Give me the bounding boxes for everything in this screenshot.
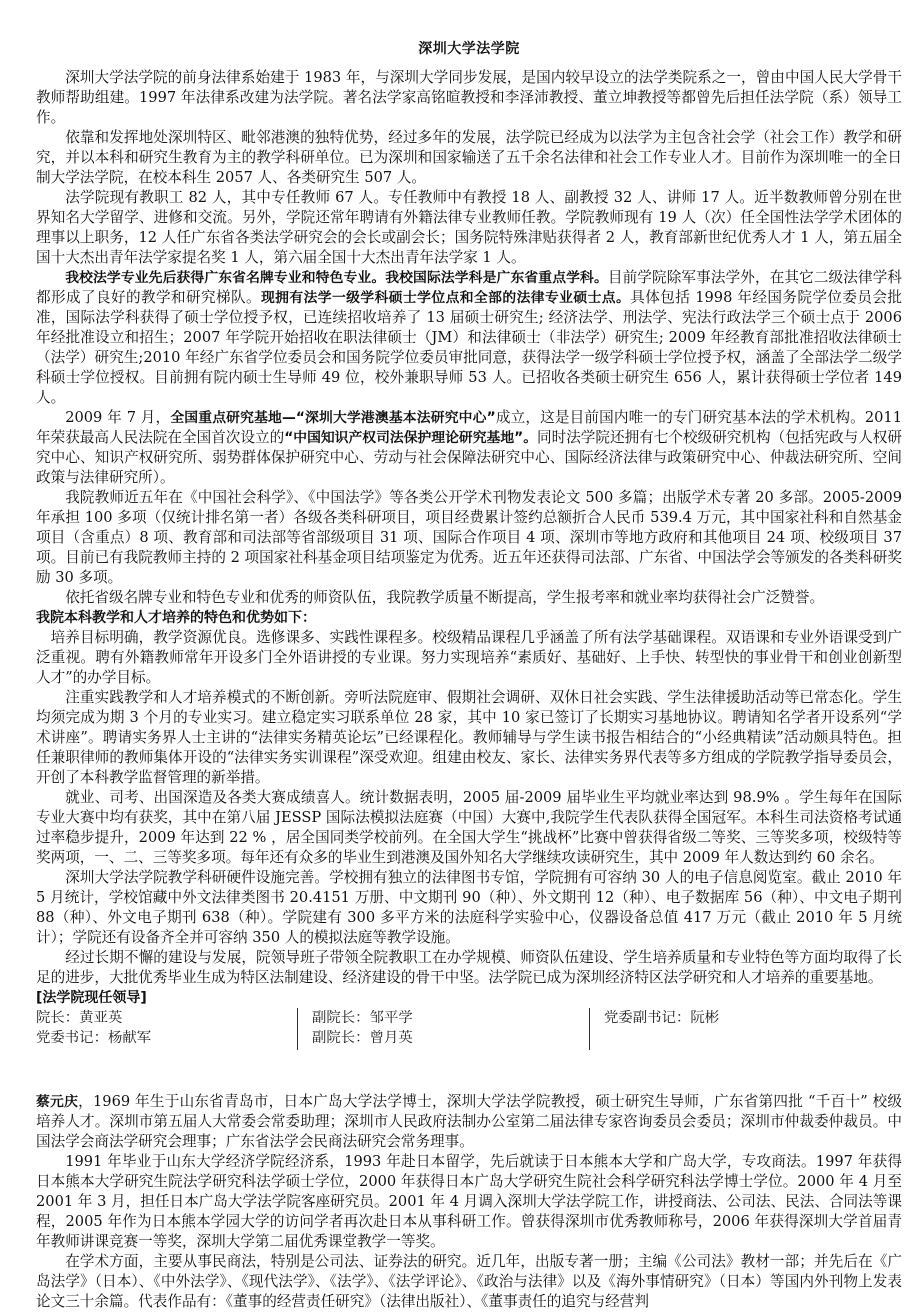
document-title: 深圳大学法学院 (418, 41, 520, 57)
leader-entry: 院长：黄亚英 (36, 1010, 123, 1026)
profile-intro (36, 1092, 902, 1152)
paragraph-disciplines (36, 268, 902, 408)
leaders-column-1 (36, 1008, 297, 1050)
profile-name: 蔡元庆 (36, 1094, 79, 1110)
leaders-column-3 (589, 1008, 902, 1050)
profile-paragraph-education: 1991 年毕业于山东大学经济学院经济系，1993 年赴日本留学，先后就读于日本熊本大学和广岛大学，专攻商法。1997 年获得日本熊本大学研究生院法学研究科法学硕士学位，2000 年获得日本广岛大学研究生院社会科学研究科法学博士学位。2000 年 4 月至 2001 年 3 月，担任日本广岛大学法学院客座研究员。2001 年 4 月调入深圳大学法学院工作，讲授商法、公司法、民法、合同法等课程，2005 年作为日本熊本学园大学的访问学者再次赴日本从事科研工作。曾获得深圳市优秀教师称号，2006 年获得深圳大学首届青年教师讲课竞赛一等奖，深圳大学第二届优秀课堂教学一等奖。 (36, 1153, 902, 1250)
leaders-heading: [法学院现任领导] (36, 990, 147, 1006)
profile-paragraph-research: 在学术方面，主要从事民商法，特别是公司法、证券法的研究。近几年，出版专著一册；主编《公司法》教材一部；并先后在《广岛法学》（日本）、《中外法学》、《现代法学》、《法学》、《法学评论》、《政治与法律》以及《海外事情研究》（日本）等国内外刊物上发表论文三十余篇。代表作品有：《董事的经营责任研究》（法律出版社）、《董事责任的追究与经营判 (36, 1253, 902, 1310)
document-body (36, 68, 902, 1312)
leader-entry: 副院长：曾月英 (312, 1030, 413, 1046)
text-segment: 目前学院除军事法学外，在其它二级法律学科都形成了良好的教学和研究梯队。 (36, 269, 902, 306)
feature-paragraph-summary: 经过长期不懈的建设与发展，院领导班子带领全院教职工在办学规模、师资队伍建设、学生培养质量和专业特色等方面均取得了长足的进步，大批优秀毕业生成为特区法制建设、经济建设的骨干中坚。法学院已成为深圳经济特区法学研究和人才培养的重要基地。 (36, 949, 902, 986)
paragraph-publications: 我院教师近五年在《中国社会科学》、《中国法学》等各类公开学术刊物发表论文 500 多篇；出版学术专著 20 多部。2005-2009 年承担 100 多项（仅统计排名第一者）各级各类科研项目，项目经费累计签约总额折合人民币 539.4 万元，其中国家社科和自然基金项目（含重点）8 项、教育部和司法部等省部级项目 31 项、国际合作项目 4 项、深圳市等地方政府和其他项目 24 项、校级项目 37 项。目前已有我院教师主持的 2 项国家社科基金项目结项鉴定为优秀。近五年还获得司法部、广东省、中国法学会等颁发的各类科研奖励 30 多项。 (36, 489, 902, 586)
text-segment: 成立，这是目前国内唯一的专门研究基本法的学术机构。2011 年荣获最高人民法院在全国首次设立的 (36, 409, 902, 446)
text-segment: 同时法学院还拥有七个校级研究机构（包括宪政与人权研究中心、知识产权研究所、弱势群体保护研究中心、劳动与社会保障法研究中心、国际经济法律与政策研究中心、仲裁法研究所、空间政策与法律研究所）。 (36, 429, 902, 486)
paragraph-history: 深圳大学法学院的前身法律系始建于 1983 年，与深圳大学同步发展，是国内较早设立的法学类院系之一，曾由中国人民大学骨干教师帮助组建。1997 年法律系改建为法学院。著名法学家高铭暄教授和李泽沛教授、董立坤教授等都曾先后担任法学院（系）领导工作。 (36, 69, 902, 126)
feature-paragraph-employment: 就业、司考、出国深造及各类大赛成绩喜人。统计数据表明，2005 届-2009 届毕业生平均就业率达到 98.9% 。学生每年在国际专业大赛中均有获奖，其中在第八届 JESSP 国际法模拟法庭赛（中国）大赛中,我院学生代表队获得全国冠军。本科生司法资格考试通过率稳步提升，2009 年达到 22 % ，居全国同类学校前列。在全国大学生“挑战杯”比赛中曾获得省级二等奖、三等奖多项，校级特等奖两项，一、二、三等奖多项。每年还有众多的毕业生到港澳及国外知名大学继续攻读研究生，其中 2009 年人数达到约 60 余名。 (36, 789, 902, 866)
leader-entry: 党委副书记：阮彬 (604, 1010, 720, 1026)
leaders-table (36, 1008, 902, 1050)
section-spacer (36, 1050, 902, 1092)
bold-text: 现拥有法学一级学科硕士学位点和全部的法律专业硕士点。 (260, 290, 631, 306)
paragraph-research-bases (36, 408, 902, 488)
features-heading: 我院本科教学和人才培养的特色和优势如下： (36, 610, 316, 626)
feature-paragraph-goals: 培养目标明确，教学资源优良。选修课多、实践性课程多。校级精品课程几乎涵盖了所有法学基础课程。双语课和专业外语课受到广泛重视。聘有外籍教师常年开设多门全外语讲授的专业课。努力实现培养“素质好、基础好、上手快、转型快的事业骨干和创业创新型人才”的办学目标。 (36, 629, 902, 686)
paragraph-faculty: 法学院现有教职工 82 人，其中专任教师 67 人。专任教师中有教授 18 人、副教授 32 人、讲师 17 人。近半数教师曾分别在世界知名大学留学、进修和交流。另外，学院还常年聘请有外籍法律专业教师任教。学院教师现有 19 人（次）任全国性法学学术团体的理事以上职务，12 人任广东省各类法学研究会的会长或副会长；国务院特殊津贴获得者 2 人，教育部新世纪优秀人才 1 人，第五届全国十大杰出青年法学家提名奖 1 人，第六届全国十大杰出青年法学家 1 人。 (36, 189, 902, 266)
bold-text: 全国重点研究基地—“深圳大学港澳基本法研究中心” (170, 410, 496, 426)
feature-paragraph-facilities: 深圳大学法学院教学科研硬件设施完善。学校拥有独立的法律图书专馆，学院拥有可容纳 30 人的电子信息阅览室。截止 2010 年 5 月统计，学校馆藏中外文法律类图书 20.4151 万册、中文期刊 90（种）、外文期刊 12（种）、电子数据库 56（种）、中文电子期刊 88（种）、外文电子期刊 638（种）。学院建有 300 多平方米的法庭科学实验中心，仪器设备总值 417 万元（截止 2010 年 5 月统计）；学院还有设备齐全并可容纳 350 人的模拟法庭等教学设施。 (36, 869, 902, 946)
bold-text: 我校法学专业先后获得广东省名牌专业和特色专业。我校国际法学科是广东省重点学科。 (65, 270, 608, 286)
leader-entry: 副院长：邹平学 (312, 1010, 413, 1026)
paragraph-teaching-quality: 依托省级名牌专业和特色专业和优秀的师资队伍，我院教学质量不断提高，学生报考率和就业率均获得社会广泛赞誉。 (65, 589, 825, 606)
bold-text: “中国知识产权司法保护理论研究基地”。 (284, 430, 537, 446)
leaders-column-2 (297, 1008, 589, 1050)
paragraph-advantages: 依靠和发挥地处深圳特区、毗邻港澳的独特优势，经过多年的发展，法学院已经成为以法学为主包含社会学（社会工作）教学和研究，并以本科和研究生教育为主的教学科研单位。已为深圳和国家输送了五千余名法律和社会工作专业人才。目前作为深圳唯一的全日制大学法学院，在校本科生 2057 人、各类研究生 507 人。 (36, 129, 902, 186)
text-segment: 2009 年 7 月， (65, 409, 171, 426)
text-segment: 具体包括 1998 年经国务院学位委员会批准，国际法学科获得了硕士学位授予权，已连续招收培养了 13 届硕士研究生; 经济法学、刑法学、宪法行政法学三个硕士点于 2006 年经批准设立和招生；2007 年学院开始招收在职法律硕士（JM）和法律硕士（非法学）研究生; 2009 年经教育部批准招收法律硕士（法学）研究生;2010 年经广东省学位委员会和国务院学位委员审批同意，获得法学一级学科硕士学位授予权，涵盖了全部法学二级学科硕士学位授权。目前拥有院内硕士生导师 49 位，校外兼职导师 53 人。已招收各类硕士研究生 656 人，累计获得硕士学位者 149 人。 (36, 289, 902, 406)
feature-paragraph-practice: 注重实践教学和人才培养模式的不断创新。旁听法院庭审、假期社会调研、双休日社会实践、学生法律援助活动等已常态化。学生均须完成为期 3 个月的专业实习。建立稳定实习联系单位 28 家，其中 10 家已签订了长期实习基地协议。聘请知名学者开设系列“学术讲座”。聘请实务界人士主讲的“法律实务精英论坛”已经课程化。教师辅导与学生读书报告相结合的“小经典精读”活动颇具特色。担任兼职律师的教师集体开设的“法律实务实训课程”深受欢迎。组建由校友、家长、法律实务界代表等多方组成的学院教学指导委员会，开创了本科教学监督管理的新举措。 (36, 689, 902, 786)
leader-entry: 党委书记：杨献军 (36, 1030, 152, 1046)
profile-intro-text: ，1969 年生于山东省青岛市，日本广岛大学法学博士，深圳大学法学院教授，硕士研究生导师，广东省第四批 “千百十” 校级培养人才。深圳市第五届人大常委会常委助理；深圳市人民政府法制办公室第二届法律专家咨询委员会委员；深圳市仲裁委仲裁员。中国法学会商法学研究会理事；广东省法学会民商法研究会常务理事。 (36, 1093, 903, 1150)
